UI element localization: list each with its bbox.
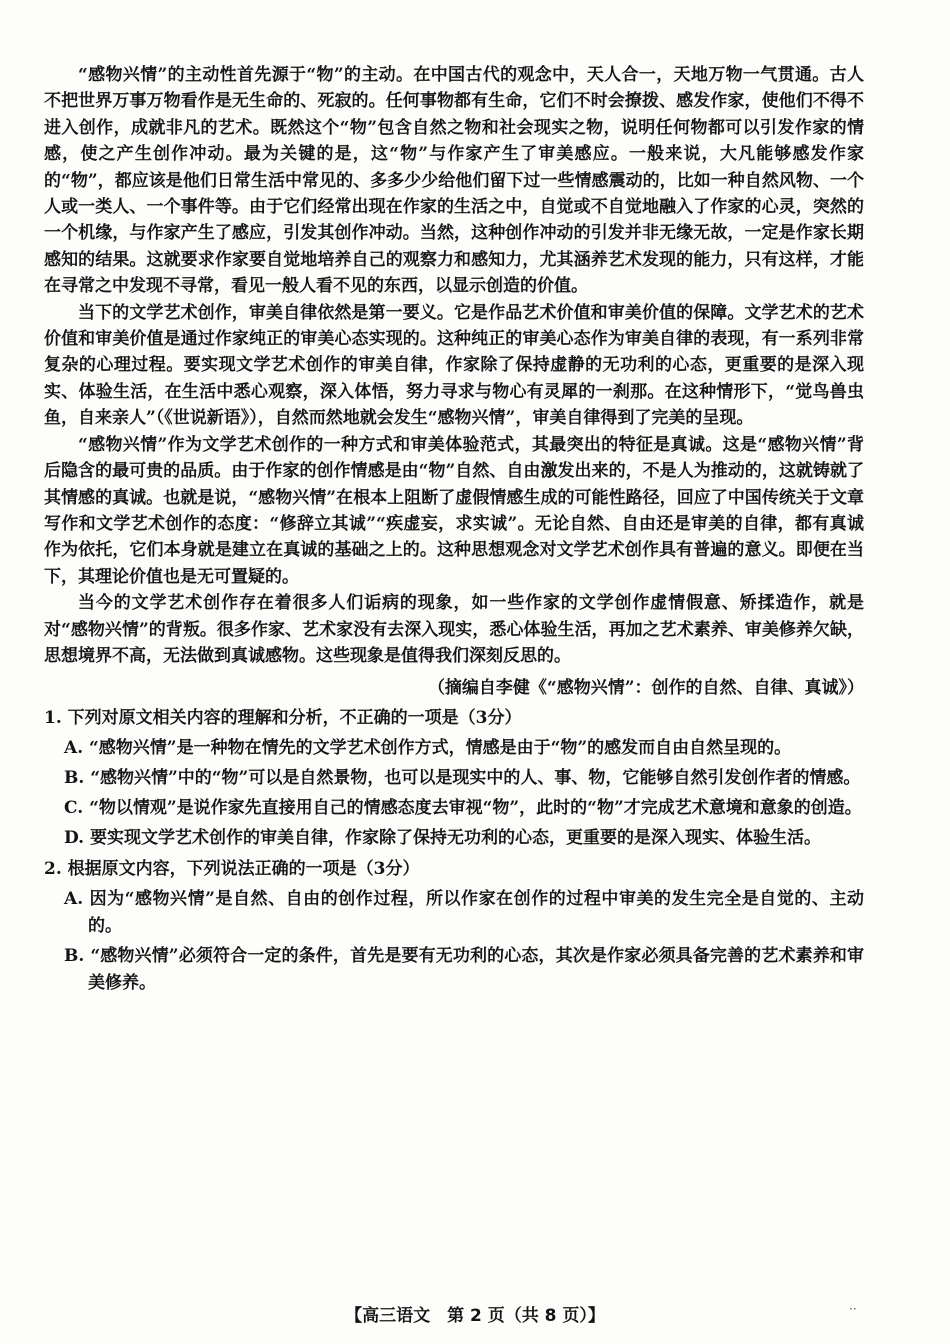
question-1-option-c: C. “物以情观”是说作家先直接用自己的情感态度去审视“物”，此时的“物”才完成艺术意境和意象的创造。 — [64, 798, 862, 819]
corner-mark: ·· — [849, 1302, 857, 1316]
passage-paragraph-2: 当下的文学艺术创作，审美自律依然是第一要义。它是作品艺术价值和审美价值的保障。文学艺术的艺术价值和审美价值是通过作家纯正的审美心态实现的。这种纯正的审美心态作为审美自律的表现，有一系列非常复杂的心理过程。要实现文学艺术创作的审美自律，作家除了保持虚静的无功利的心态，更重要的是深入现实、体验生活，在生活中悉心观察，深入体悟，努力寻求与物心有灵犀的一刹那。在这种情形下，“觉鸟兽虫鱼，自来亲人”（《世说新语》），自然而然地就会发生“感物兴情”，审美自律得到了完美的呈现。 — [44, 302, 864, 429]
question-2 — [44, 856, 864, 997]
passage-paragraph-1: “感物兴情”的主动性首先源于“物”的主动。在中国古代的观念中，天人合一，天地万物一气贯通。古人不把世界万事万物看作是无生命的、死寂的。任何事物都有生命，它们不时会撩拨、感发作家，使他们不得不进入创作，成就非凡的艺术。既然这个“物”包含自然之物和社会现实之物，说明任何物都可以引发作家的情感，使之产生创作冲动。最为关键的是，这“物”与作家产生了审美感应。一般来说，大凡能够感发作家的“物”，都应该是他们日常生活中常见的、多多少少给他们留下过一些情感震动的，比如一种自然风物、一个人或一类人、一个事件等。由于它们经常出现在作家的生活之中，自觉或不自觉地融入了作家的心灵，突然的一个机缘，与作家产生了感应，引发其创作冲动。当然，这种创作冲动的引发并非无缘无故，一定是作家长期感知的结果。这就要求作家要自觉地培养自己的观察力和感知力，尤其涵养艺术发现的能力，只有这样，才能在寻常之中发现不寻常，看见一般人看不见的东西，以显示创造的价值。 — [44, 65, 864, 297]
question-1-option-d: D. 要实现文学艺术创作的审美自律，作家除了保持无功利的心态，更重要的是深入现实、体验生活。 — [64, 828, 821, 849]
question-2-stem: 2. 根据原文内容，下列说法正确的一项是（3分） — [44, 859, 420, 880]
question-2-option-b: B. “感物兴情”必须符合一定的条件，首先是要有无功利的心态，其次是作家必须具备完善的艺术素养和审美修养。 — [64, 946, 864, 994]
passage-source: （摘编自李健《“感物兴情”：创作的自然、自律、真诚》） — [427, 678, 864, 699]
question-2-option-a: A. 因为“感物兴情”是自然、自由的创作过程，所以作家在创作的过程中审美的发生完全是自觉的、主动的。 — [64, 889, 864, 937]
question-1-option-b: B. “感物兴情”中的“物”可以是自然景物，也可以是现实中的人、事、物，它能够自然引发创作者的情感。 — [64, 768, 861, 789]
page-content — [44, 62, 864, 997]
question-1-option-a: A. “感物兴情”是一种物在情先的文学艺术创作方式，情感是由于“物”的感发而自由自然呈现的。 — [64, 738, 792, 759]
page-footer: 【高三语文 第 2 页（共 8 页）】 — [345, 1306, 605, 1326]
passage-paragraph-3: “感物兴情”作为文学艺术创作的一种方式和审美体验范式，其最突出的特征是真诚。这是“感物兴情”背后隐含的最可贵的品质。由于作家的创作情感是由“物”自然、自由激发出来的，不是人为推动的，这就铸就了其情感的真诚。也就是说，“感物兴情”在根本上阻断了虚假情感生成的可能性路径，回应了中国传统关于文章写作和文学艺术创作的态度：“修辞立其诚”“疾虚妄，求实诚”。无论自然、自由还是审美的自律，都有真诚作为依托，它们本身就是建立在真诚的基础之上的。这种思想观念对文学艺术创作具有普遍的意义。即便在当下，其理论价值也是无可置疑的。 — [44, 434, 864, 587]
question-1 — [44, 705, 864, 852]
question-1-stem: 1. 下列对原文相关内容的理解和分析，不正确的一项是（3分） — [44, 708, 522, 729]
passage-paragraph-4: 当今的文学艺术创作存在着很多人们诟病的现象，如一些作家的文学创作虚情假意、矫揉造作，就是对“感物兴情”的背叛。很多作家、艺术家没有去深入现实，悉心体验生活，再加之艺术素养、审美修养欠缺，思想境界不高，无法做到真诚感物。这些现象是值得我们深刻反思的。 — [44, 593, 864, 666]
